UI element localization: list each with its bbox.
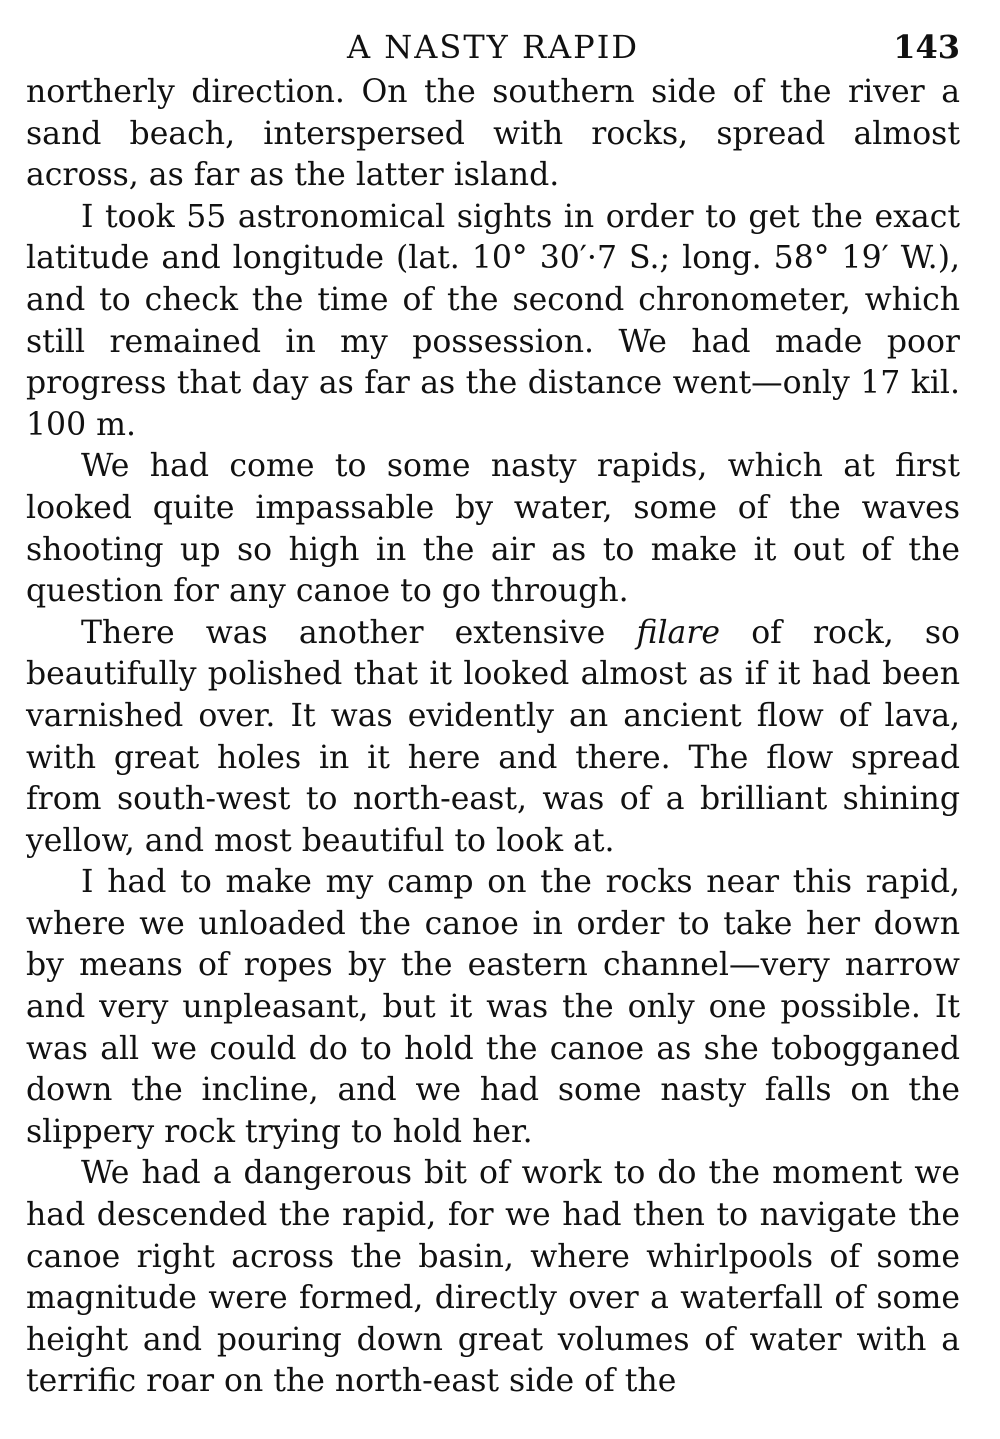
book-page (26, 22, 960, 1403)
paragraph: We had a dangerous bit of work to do the moment we had descended the rapid, for we had then to navigate the canoe right across the basin, where whirlpools of some magnitude were formed, directly over a waterfall of some height and pouring down great volumes of water with a terrific roar on the north-east side of the (26, 1155, 960, 1400)
paragraph-text: of rock, so beautifully polished that it looked almost as if it had been varnished over. It was evidently an ancient flow of lava, with great holes in it here and there. The flow spread from south-west to north-east, was of a brilliant shining yellow, and most beautiful to look at. (26, 614, 960, 859)
paragraph-text: There was another extensive (81, 614, 637, 651)
page-number: 143 (893, 28, 960, 66)
running-head (26, 22, 960, 72)
paragraph: I had to make my camp on the rocks near this rapid, where we unloaded the canoe in order to take her down by means of ropes by the eastern channel—very narrow and very unpleasant, but it was the only one possible. It was all we could do to hold the canoe as she tobogganed down the incline, and we had some nasty falls on the slippery rock trying to hold her. (26, 864, 960, 1150)
italic-term: filare (636, 614, 721, 651)
body-text (26, 72, 960, 1403)
paragraph (26, 613, 960, 863)
running-title: A NASTY RAPID (347, 28, 639, 66)
paragraph: northerly direction. On the southern side of the river a sand beach, interspersed with rocks, spread almost across, as far as the latter island. (26, 74, 960, 194)
paragraph: I took 55 astronomical sights in order to get the exact latitude and longitude (lat. 10° 30′·7 S.; long. 58° 19′ W.), and to check the time of the second chronometer, which still remained in my possession. We had made poor progress that day as far as the distance went—only 17 kil. 100 m. (26, 198, 960, 443)
paragraph: We had come to some nasty rapids, which at first looked quite impassable by water, some of the waves shooting up so high in the air as to make it out of the question for any canoe to go through. (26, 448, 960, 610)
